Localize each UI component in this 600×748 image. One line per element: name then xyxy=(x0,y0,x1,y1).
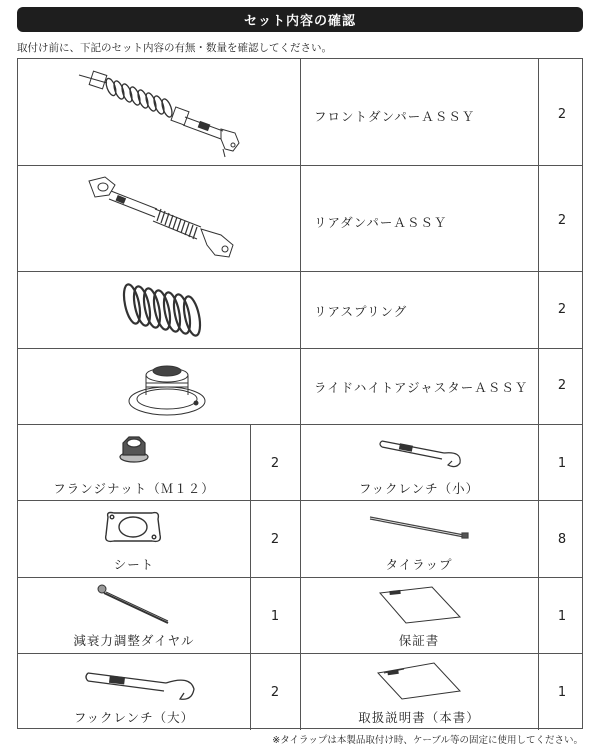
front-damper-icon xyxy=(73,67,243,159)
item-label: リアスプリング xyxy=(314,304,408,319)
rear-damper-icon xyxy=(83,173,243,265)
col-divider xyxy=(250,424,251,730)
warranty-card-icon xyxy=(376,585,464,625)
item-label: リアダンパーＡＳＳＹ xyxy=(314,215,448,230)
hook-wrench-small-icon xyxy=(378,433,464,469)
item-label: フランジナット（Ｍ１２） xyxy=(53,481,215,496)
footnote: ※タイラップは本製品取付け時、ケーブル等の固定に使用してください。 xyxy=(272,735,583,746)
rear-spring-icon xyxy=(118,278,206,340)
item-qty: 1 xyxy=(270,609,280,624)
manual-icon xyxy=(374,661,464,701)
item-qty: 2 xyxy=(270,532,280,547)
item-label: ライドハイトアジャスターＡＳＳＹ xyxy=(314,380,529,395)
col-divider xyxy=(300,59,301,424)
seat-gasket-icon xyxy=(102,509,164,545)
section-header xyxy=(17,7,583,32)
hook-wrench-large-icon xyxy=(84,659,198,703)
col-divider xyxy=(300,424,301,730)
tie-wrap-icon xyxy=(368,511,472,541)
item-label: シート xyxy=(113,557,155,572)
item-label: 取扱説明書（本書） xyxy=(358,710,480,725)
item-qty: 8 xyxy=(557,532,567,547)
item-label: フックレンチ（小） xyxy=(358,481,480,496)
item-label: フロントダンパーＡＳＳＹ xyxy=(314,109,476,124)
ride-height-adjuster-icon xyxy=(124,353,210,419)
item-qty: 2 xyxy=(557,302,567,317)
item-qty: 1 xyxy=(557,685,567,700)
item-qty: 2 xyxy=(557,378,567,393)
item-qty: 2 xyxy=(557,213,567,228)
item-label: フックレンチ（大） xyxy=(73,710,195,725)
item-qty: 1 xyxy=(557,609,567,624)
contents-table xyxy=(17,58,583,729)
item-label: 減衰力調整ダイヤル xyxy=(73,633,195,648)
flange-nut-icon xyxy=(118,435,150,465)
item-label: タイラップ xyxy=(385,557,453,572)
item-qty: 2 xyxy=(270,456,280,471)
item-qty: 1 xyxy=(557,456,567,471)
item-qty: 2 xyxy=(270,685,280,700)
item-label: 保証書 xyxy=(398,633,440,648)
section-title: セット内容の確認 xyxy=(243,14,356,29)
item-qty: 2 xyxy=(557,107,567,122)
damping-dial-icon xyxy=(92,581,172,627)
intro-text: 取付け前に、下記のセット内容の有無・数量を確認してください。 xyxy=(17,42,332,54)
col-divider xyxy=(538,59,539,730)
